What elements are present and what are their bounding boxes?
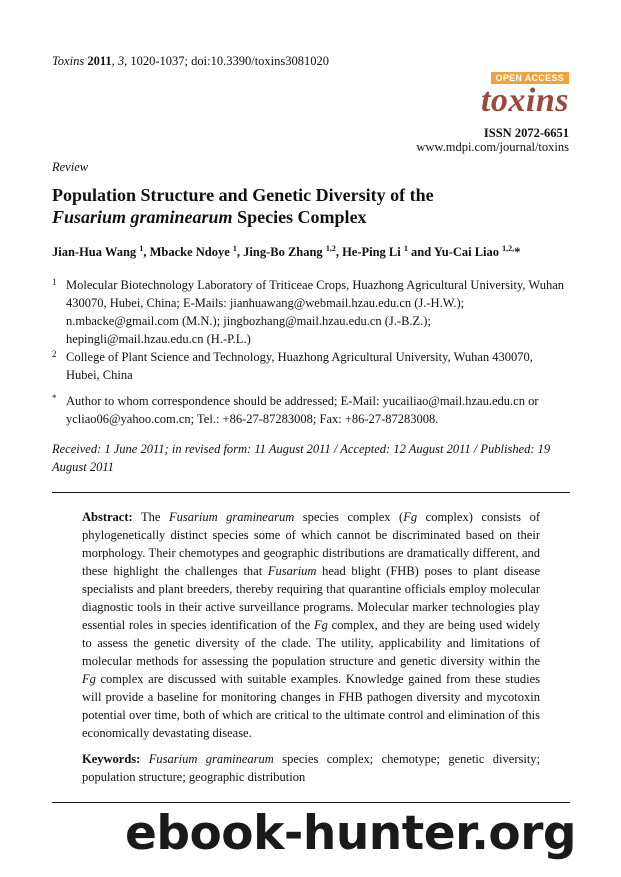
journal-logo: toxins — [480, 82, 569, 119]
article-title — [52, 184, 572, 228]
open-access-badge: OPEN ACCESS — [491, 72, 569, 84]
volume: 3 — [117, 54, 125, 68]
author-separator: , — [143, 245, 150, 260]
issn: ISSN 2072-6651 — [483, 126, 569, 140]
publication-dates: Received: 1 June 2011; in revised form: 11 August 2011 / Accepted: 12 August 2011 / Published: 19 August 2011 — [52, 442, 551, 474]
author-name: Jian-Hua Wang — [52, 245, 140, 260]
text-segment: complex are discussed with suitable examples. Knowledge gained from these studies will provide a baseline for monitoring changes in FHB pathogen diversity and mycotoxin potential over time, both of which are critical to the ultimate control and elimination of this economically devastating disease. — [82, 672, 540, 740]
author-name: Mbacke Ndoye — [149, 245, 233, 260]
journal-name: Toxins — [52, 54, 85, 68]
author-name: Yu-Cai Liao — [433, 245, 503, 260]
affiliation-number: * — [52, 393, 57, 403]
italic-term: Fusarium graminearum — [169, 510, 295, 524]
italic-term: Fusarium graminearum — [148, 752, 274, 766]
abstract — [82, 508, 540, 742]
italic-term: Fg — [403, 510, 418, 524]
italic-term: Fusarium — [267, 564, 317, 578]
text-segment: species complex; chemotype; genetic diversity; population structure; geographic distribution — [82, 752, 541, 784]
corresponding-author-mark: * — [514, 245, 521, 260]
text-segment — [140, 752, 148, 766]
title-rest: Species Complex — [232, 207, 367, 227]
abstract-label: Abstract: — [82, 510, 133, 524]
author-list — [52, 244, 520, 260]
text-segment: The — [132, 510, 170, 524]
journal-url[interactable]: www.mdpi.com/journal/toxins — [416, 140, 569, 154]
affiliation-text: College of Plant Science and Technology, Huazhong Agricultural University, Wuhan 430070, Hubei, China — [66, 350, 533, 382]
author-affiliation-marker: 1,2 — [325, 244, 336, 253]
author-affiliation-marker: 1 — [232, 244, 237, 253]
affiliation-number: 1 — [52, 277, 57, 287]
author-affiliation-marker: 1 — [403, 244, 408, 253]
title-line-2 — [52, 206, 572, 228]
author-separator: , — [335, 245, 343, 260]
author-name: He-Ping Li — [342, 245, 404, 260]
text-segment: head blight (FHB) poses to plant disease specialists and plant breeders, thereby requiring that quarantine officials employ molecular diagnostic tools in their active surveillance programs. Molecular marker technologies play essential roles in species identification of the — [82, 564, 541, 632]
text-segment: complex, and they are being used widely to assess the genetic diversity of the clade. The utility, applicability and limitations of molecular methods for assessing the population structure and genetic diversity within the — [82, 618, 540, 668]
italic-term: Fg — [82, 672, 96, 686]
year: 2011 — [87, 54, 112, 68]
keywords-label: Keywords: — [82, 752, 141, 766]
affiliation-text: Molecular Biotechnology Laboratory of Triticeae Crops, Huazhong Agricultural University, Wuhan 430070, Hubei, China; E-Mails: jianhuawang@webmail.hzau.edu.cn (J.-H.W.); n.mbacke@gmail.com (M.N.); jingbozhang@mail.hzau.edu.cn (J.-B.Z.); hepingli@mail.hzau.edu.cn (H.-P.L.) — [66, 278, 564, 346]
citation-line: Toxins 2011, 3, 1020-1037; doi:10.3390/toxins3081020 — [52, 54, 330, 68]
author-separator: and — [407, 245, 434, 260]
affiliation-text: Author to whom correspondence should be addressed; E-Mail: yucailiao@mail.hzau.edu.cn or ycliao06@yahoo.com.cn; Tel.: +86-27-87283008; Fax: +86-27-87283008. — [66, 394, 539, 426]
author-affiliation-marker: 1 — [139, 244, 144, 253]
text-segment: complex) consists of phylogenetically distinct species some of which cannot be discriminated based on their morphology. Their chemotypes and geographic distributions are dramatically different, and these highlight the challenges that — [82, 510, 540, 578]
bottom-divider — [52, 802, 570, 803]
article-type: Review — [52, 160, 89, 174]
top-divider — [52, 492, 570, 493]
title-species: Fusarium graminearum — [52, 207, 233, 227]
text-segment: species complex ( — [294, 510, 404, 524]
title-line-1: Population Structure and Genetic Diversity of the — [52, 185, 434, 205]
author-separator: , — [236, 245, 244, 260]
watermark: ebook-hunter.org — [125, 806, 577, 861]
author-name: Jing-Bo Zhang — [243, 245, 326, 260]
affiliation-number: 2 — [52, 349, 57, 359]
author-affiliation-marker: 1,2, — [502, 244, 515, 253]
pages-doi: , 1020-1037; doi:10.3390/toxins3081020 — [124, 54, 330, 68]
keywords — [82, 750, 540, 786]
italic-term: Fg — [313, 618, 328, 632]
